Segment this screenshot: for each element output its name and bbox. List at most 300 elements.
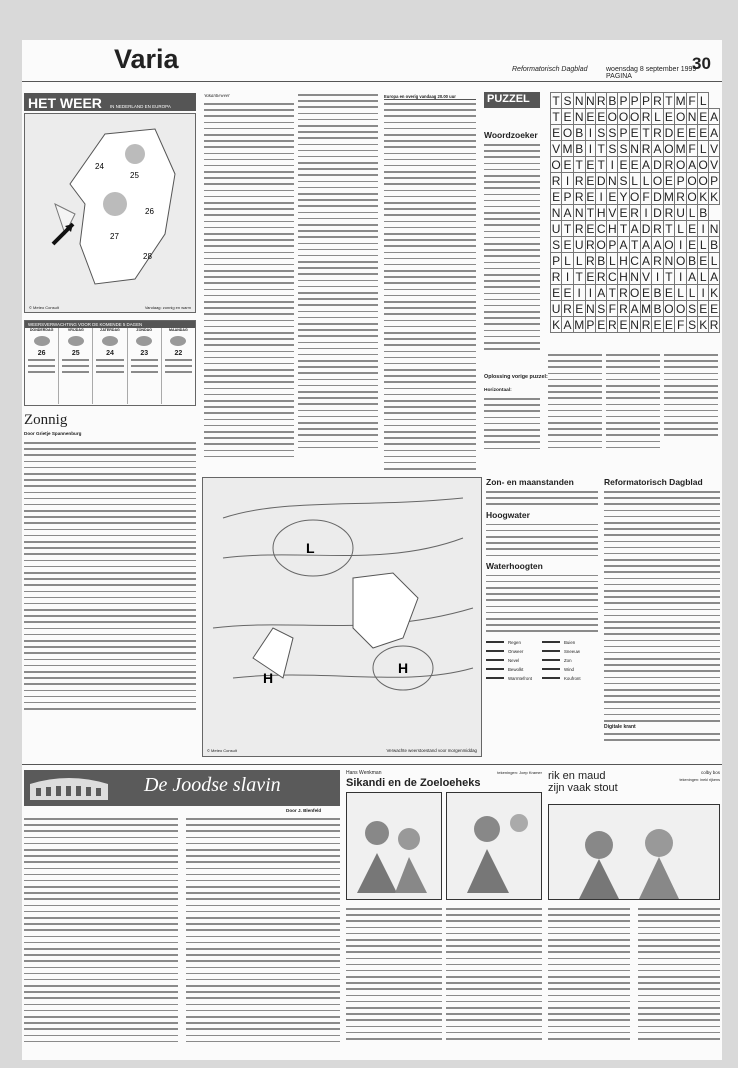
map-temp: 24 (95, 162, 104, 171)
wordsearch-cell: L (640, 173, 652, 189)
wordsearch-cell: O (698, 173, 708, 188)
wordsearch-cell: R (574, 189, 584, 204)
forecast-temp: 26 (37, 350, 46, 357)
wordsearch-cell: R (574, 221, 584, 236)
wordsearch-cell: E (688, 125, 697, 140)
five-day-forecast (24, 320, 196, 406)
wordsearch-cell: B (653, 285, 662, 300)
rik-title: rik en maud (548, 770, 606, 782)
wordsearch-cell: I (698, 221, 709, 237)
wordsearch-cell: O (629, 189, 640, 204)
table-title: Europa en overig vandaag 20.00 uur (384, 94, 476, 100)
wordsearch-cell: O (652, 173, 663, 188)
wordsearch-cell: O (687, 173, 697, 188)
wordsearch-cell: A (642, 157, 651, 172)
wordsearch-cell: V (710, 141, 719, 156)
wordsearch-cell: I (640, 205, 652, 221)
wordsearch-cell: A (710, 269, 719, 284)
wordsearch-cell: E (642, 285, 651, 300)
forecast-day (128, 328, 162, 404)
wordsearch-cell: O (675, 253, 686, 268)
wordsearch-cell: A (710, 109, 719, 124)
wordsearch-cell: T (663, 269, 675, 285)
paper-name: Reformatorisch Dagblad (512, 66, 588, 73)
zon-maan-section (486, 477, 598, 757)
forecast-day (59, 328, 93, 404)
wordsearch-cell: O (675, 109, 686, 124)
wordsearch-cell: S (688, 317, 697, 332)
wordsearch-cell: T (663, 221, 675, 237)
svg-text:L: L (306, 540, 315, 556)
wordsearch-cell: E (575, 301, 584, 316)
map-legend (486, 638, 598, 683)
hoogwater-title: Hoogwater (486, 509, 530, 520)
wordsearch-cell: R (641, 109, 651, 124)
puzzel-heading: Woordzoeker (484, 130, 538, 140)
wordsearch-cell: E (699, 253, 708, 268)
wordsearch-cell: T (552, 93, 560, 108)
wordsearch-cell: T (640, 125, 652, 141)
wordsearch-cell: E (630, 157, 639, 172)
wordsearch-cell: I (607, 157, 618, 173)
cloud-sun-icon (102, 336, 118, 346)
wordsearch-cell: N (586, 301, 595, 316)
forecast-temp: 23 (140, 350, 149, 357)
wordsearch-cell: N (630, 317, 639, 332)
netherlands-map-svg (25, 114, 195, 302)
legend-item: Zon (542, 656, 598, 665)
wordsearch-cell: R (641, 317, 651, 332)
wordsearch-cell: I (562, 269, 574, 285)
wordsearch-cell: N (586, 93, 595, 108)
map-credit: © Meteo Consult (207, 748, 237, 753)
forecast-day-label: VRIJDAG (67, 328, 84, 332)
wordsearch-cell: H (608, 221, 617, 236)
wordsearch-cell: O (607, 109, 618, 124)
wordsearch-cell: E (552, 189, 561, 204)
wordsearch-cell: M (562, 141, 573, 156)
wordsearch-cell: A (642, 237, 651, 252)
colofon-section (604, 477, 720, 757)
wordsearch-cell: L (698, 141, 709, 157)
wordsearch-row (551, 205, 720, 221)
wordsearch-cell: E (699, 109, 708, 124)
wordsearch-cell: E (597, 317, 606, 332)
map-temp: 25 (130, 171, 139, 180)
wordsearch-cell: U (574, 237, 584, 252)
wordsearch-cell: N (664, 253, 674, 268)
wordsearch-cell: T (597, 141, 605, 156)
vakantie-heading: Vakantieweer (204, 94, 230, 99)
wordsearch-cell: M (641, 301, 652, 316)
wordsearch-cell: N (574, 205, 584, 220)
wordsearch-cell: A (563, 205, 572, 220)
wordsearch-cell: A (597, 285, 606, 300)
wordsearch-cell: N (551, 205, 561, 220)
wordsearch-cell: L (562, 253, 574, 269)
wordsearch-table (550, 92, 720, 333)
wordsearch-cell: E (653, 317, 662, 332)
wordsearch-cell: D (653, 157, 662, 172)
wordsearch-cell: O (675, 301, 686, 316)
wordsearch-cell: U (676, 205, 685, 220)
wordsearch-cell: R (619, 285, 628, 300)
wordsearch-cell: O (618, 109, 629, 124)
wordsearch-row (551, 301, 720, 317)
wordsearch-cell: O (562, 125, 573, 140)
rik-author: colby bos (700, 770, 720, 775)
wordsearch-cell: O (551, 157, 561, 172)
wordsearch-cell: O (687, 189, 697, 204)
wordsearch-cell: R (619, 301, 628, 316)
article-zonnig (24, 412, 196, 730)
wordsearch-cell: E (552, 285, 561, 300)
wordsearch-cell: T (586, 205, 595, 220)
forecast-day (25, 328, 59, 404)
wordsearch-cell: T (608, 285, 617, 300)
feuilleton-banner (24, 770, 340, 806)
wordsearch-cell: A (630, 301, 639, 316)
weather-subtitle: IN NEDERLAND EN EUROPA (109, 104, 171, 109)
wordsearch-cell: D (641, 221, 651, 236)
wordsearch-row (551, 141, 720, 157)
wordsearch-cell: R (608, 317, 617, 332)
wordsearch-cell: H (619, 253, 628, 268)
wordsearch-cell: O (629, 109, 640, 124)
forecast-day-label: DONDERDAG (29, 328, 54, 332)
wordsearch-cell: F (675, 317, 687, 333)
wordsearch-cell: S (552, 237, 561, 252)
comic-artist: Hans Wenkman (346, 770, 382, 776)
wordsearch-cell: L (687, 205, 698, 221)
cloud-sun-icon (68, 336, 84, 346)
wordsearch-cell: M (663, 189, 674, 204)
forecast-title: WEERSVERWACHTING VOOR DE KOMENDE 5 DAGEN (25, 321, 195, 328)
forecast-day (93, 328, 127, 404)
wordsearch-cell: O (664, 141, 674, 156)
vakantieweer-col2 (298, 94, 378, 474)
wordsearch-cell: R (574, 173, 584, 188)
wordsearch-cell: R (653, 125, 662, 140)
colofon-title: Reformatorisch Dagblad (604, 477, 703, 487)
wordsearch-cell: N (709, 221, 719, 236)
wordsearch-row (551, 173, 720, 189)
wordsearch-cell: E (619, 157, 628, 172)
solution-label: Horizontaal: (484, 388, 512, 393)
europe-weather-map (202, 477, 482, 757)
rik-title-2: zijn vaak stout (548, 782, 618, 794)
netherlands-weather-map (24, 113, 196, 313)
wordsearch-cell: E (586, 109, 595, 124)
solution-title: Oplossing vorige puzzel: (484, 374, 548, 380)
wordsearch-cell: K (710, 285, 719, 300)
wordsearch-row (551, 269, 720, 285)
wordsearch-row (551, 125, 720, 141)
wordsearch-cell: E (664, 317, 673, 332)
wordsearch-cell: E (586, 221, 595, 236)
waterhoogten-title: Waterhoogten (486, 560, 543, 571)
wordsearch-cell: T (663, 93, 675, 109)
wordsearch-row (551, 285, 720, 301)
wordsearch-cell: E (699, 301, 708, 316)
forecast-day (162, 328, 195, 404)
wordsearch-cell: D (596, 173, 606, 188)
colosseum-icon (24, 770, 114, 806)
wordsearch-cell: L (675, 285, 687, 301)
wordsearch-cell: C (596, 221, 606, 236)
wordsearch-cell: L (698, 93, 709, 109)
wordsearch-cell: E (563, 285, 572, 300)
wordsearch-cell: P (552, 253, 561, 268)
wordsearch-cell: L (652, 109, 663, 125)
wordsearch-row (551, 237, 720, 253)
comic-sikandi (346, 770, 542, 1058)
wordsearch-cell: B (575, 125, 584, 140)
sun-icon (125, 144, 145, 164)
wordsearch-cell: F (688, 141, 696, 156)
wordsearch-cell: E (664, 109, 673, 124)
wordsearch-cell: E (586, 157, 595, 172)
legend-item: Koufront (542, 674, 598, 683)
wordsearch-cell: A (653, 237, 662, 252)
wordsearch-cell: E (597, 109, 606, 124)
wordsearch-cell: I (652, 269, 663, 285)
wordsearch-row (551, 317, 720, 333)
feuilleton-byline: Door J. Blenfeld (286, 808, 322, 813)
wordsearch-cell: P (642, 93, 651, 108)
map-temp: 27 (110, 232, 119, 241)
wordsearch-cell: E (664, 285, 673, 300)
wordsearch-cell: R (653, 93, 662, 108)
feuilleton-joodse-slavin (24, 770, 340, 1058)
wordsearch-cell: I (585, 141, 596, 157)
legend-item: Regen (486, 638, 542, 647)
wordsearch-row (551, 157, 720, 173)
wordsearch-row (551, 109, 720, 125)
legend-item: Sneeuw (542, 647, 598, 656)
wordsearch-cell: I (675, 237, 687, 253)
wordsearch-cell: S (597, 301, 606, 316)
wordsearch-cell: C (608, 269, 617, 284)
comic-panel (346, 792, 442, 900)
cloud-sun-icon (34, 336, 50, 346)
wordsearch-cell: E (688, 221, 697, 236)
wordsearch-cell: S (619, 141, 628, 156)
forecast-temp: 25 (71, 350, 80, 357)
wordsearch-cell: V (642, 269, 651, 284)
wordsearch-cell: O (629, 285, 640, 300)
rik-credit: tekeningen: inekl rijkens (679, 778, 720, 782)
wordsearch-cell: A (710, 125, 719, 140)
wordsearch-cell: L (573, 253, 585, 269)
wordsearch-cell: U (551, 221, 561, 236)
wordsearch-cell: I (675, 269, 687, 285)
legend-item: Bewolkt (486, 665, 542, 674)
article-title: Zonnig (24, 412, 68, 428)
wordsearch-cell: O (664, 301, 674, 316)
wordsearch-cell: V (552, 141, 561, 156)
legend-item: Wind (542, 665, 598, 674)
wordsearch-cell: Y (619, 189, 628, 204)
wordsearch-cell: E (630, 125, 639, 140)
wordsearch-cell: S (563, 93, 572, 108)
wordsearch-cell: R (664, 157, 674, 172)
map-temp: 26 (145, 207, 154, 216)
wordsearch-cell: N (608, 173, 617, 188)
wordsearch-cell: H (619, 269, 628, 284)
wordsearch-cell: M (675, 93, 686, 108)
wordsearch-cell: I (573, 285, 585, 301)
map-credit: © Meteo Consult (29, 305, 59, 310)
cloud-sun-icon (136, 336, 152, 346)
wordsearch-cell: A (688, 269, 697, 284)
wordsearch-cell: R (586, 253, 595, 268)
legend-item: Onweer (486, 647, 542, 656)
wordsearch-cell: B (653, 301, 662, 316)
comic-panel (446, 792, 542, 900)
wordsearch-cell: L (709, 253, 720, 269)
wordsearch-cell: P (563, 189, 572, 204)
wordsearch-row (551, 93, 720, 109)
wordsearch-cell: S (608, 125, 617, 140)
cloud-sun-icon (170, 336, 186, 346)
wordsearch-cell: E (710, 301, 719, 316)
wordsearch-cell: T (597, 157, 605, 172)
wordsearch-cell: B (597, 253, 606, 268)
wordsearch-cell: H (596, 205, 606, 220)
wordsearch-cell: I (585, 285, 596, 301)
comic-credit: tekeningen: Joep Kramer (497, 770, 542, 775)
wordsearch-cell: R (653, 221, 662, 236)
wordsearch-cell: A (563, 317, 572, 332)
wordsearch-cell: F (608, 301, 617, 316)
wordsearch-cell: R (630, 205, 639, 220)
wordsearch-cell: O (596, 237, 606, 252)
wordsearch-cell: R (596, 93, 606, 108)
wordsearch-cell: P (619, 93, 628, 108)
wordsearch-cell: T (573, 157, 585, 173)
wordsearch-cell: R (563, 301, 572, 316)
wordsearch-cell: I (596, 189, 607, 205)
weather-header (24, 93, 196, 111)
wordsearch-cell: E (563, 237, 572, 252)
forecast-day-label: MAANDAG (169, 328, 188, 332)
isobar-map-svg (203, 478, 481, 738)
article-body (24, 442, 196, 710)
comic-panel (548, 804, 720, 900)
comic-title: Sikandi en de Zoeloeheks (346, 777, 481, 789)
wordsearch-cell: B (688, 253, 697, 268)
wordsearch-cell: S (597, 125, 606, 140)
wordsearch-cell: I (562, 173, 574, 189)
wordsearch-cell: L (607, 253, 618, 269)
wordsearch-cell: M (675, 141, 686, 156)
zon-title: Zon- en maanstanden (486, 477, 574, 487)
wordsearch-cell: E (586, 189, 595, 204)
wordsearch-cell: A (642, 253, 651, 268)
legend-item: Warmtefront (486, 674, 542, 683)
wordsearch-cell: C (630, 253, 639, 268)
wordsearch-cell: T (619, 221, 628, 236)
puzzel-section (484, 92, 720, 472)
wordsearch-cell: N (687, 109, 697, 124)
wordsearch-cell: O (698, 157, 708, 172)
wordsearch-cell: P (619, 125, 628, 140)
wordsearch-cell: A (619, 237, 628, 252)
weather-title: HET WEER (28, 95, 102, 111)
wordsearch-cell: L (629, 173, 640, 189)
wordsearch-cell: P (586, 317, 595, 332)
wordsearch-cell: K (710, 189, 719, 204)
wordsearch-row (551, 253, 720, 269)
wordsearch-cell: A (688, 157, 697, 172)
wordsearch-cell: K (699, 189, 708, 204)
wordsearch-cell: E (664, 173, 673, 188)
wordsearch-cell: V (608, 205, 617, 220)
sun-icon (103, 192, 127, 216)
wordsearch-cell: L (698, 269, 709, 285)
forecast-temp: 22 (174, 350, 183, 357)
wordsearch-cell: P (676, 173, 685, 188)
wordsearch-cell: B (575, 141, 584, 156)
digitaal-title: Digitale krant (604, 724, 636, 731)
wordsearch-cell: O (675, 157, 686, 172)
wordsearch-cell: R (551, 269, 561, 284)
wordsearch-cell: R (596, 269, 606, 284)
page-number: 30 (692, 54, 711, 73)
forecast-temp: 24 (106, 350, 114, 357)
wordsearch-cell: A (653, 141, 662, 156)
wordsearch-row (551, 189, 720, 205)
wordsearch-cell: P (608, 237, 617, 252)
wordsearch-cell: U (551, 301, 561, 316)
masthead (22, 40, 722, 82)
puzzel-title: PUZZEL (484, 92, 540, 108)
europe-temperature-table (384, 94, 476, 474)
wordsearch-cell: T (552, 109, 560, 124)
wordsearch-cell: E (676, 125, 685, 140)
wordsearch-cell: T (562, 221, 574, 237)
article-byline: Door Grietje Spannenburg (24, 431, 82, 436)
wordsearch-cell: D (653, 205, 662, 220)
wordsearch-cell: I (585, 125, 596, 141)
wordsearch-cell: T (573, 269, 585, 285)
wordsearch-row (551, 221, 720, 237)
wordsearch-cell: N (630, 269, 639, 284)
wordsearch-cell: B (699, 205, 708, 220)
page-date: woensdag 8 september 1999 PAGINA (606, 66, 697, 80)
svg-text:H: H (263, 670, 274, 686)
wordsearch-cell: O (664, 237, 674, 252)
wordsearch-cell: E (608, 189, 617, 204)
wordsearch-cell: I (698, 285, 709, 301)
wordsearch-cell: E (563, 157, 572, 172)
newspaper-page (22, 40, 722, 1060)
wordsearch-cell: E (699, 125, 708, 140)
wordsearch-cell: E (586, 173, 595, 188)
wordsearch-cell: R (641, 141, 651, 156)
wordsearch-cell: S (688, 301, 697, 316)
comic-rik-en-maud (548, 770, 720, 1058)
forecast-day-label: ZATERDAG (100, 328, 120, 332)
section-title: Varia (114, 44, 179, 74)
map-temp: 28 (143, 252, 152, 261)
feuilleton-title: De Joodse slavin (144, 774, 281, 796)
divider (22, 764, 722, 765)
wordsearch-cell: L (687, 285, 698, 301)
legend-item: Nevel (486, 656, 542, 665)
wordsearch-cell: N (574, 93, 584, 108)
